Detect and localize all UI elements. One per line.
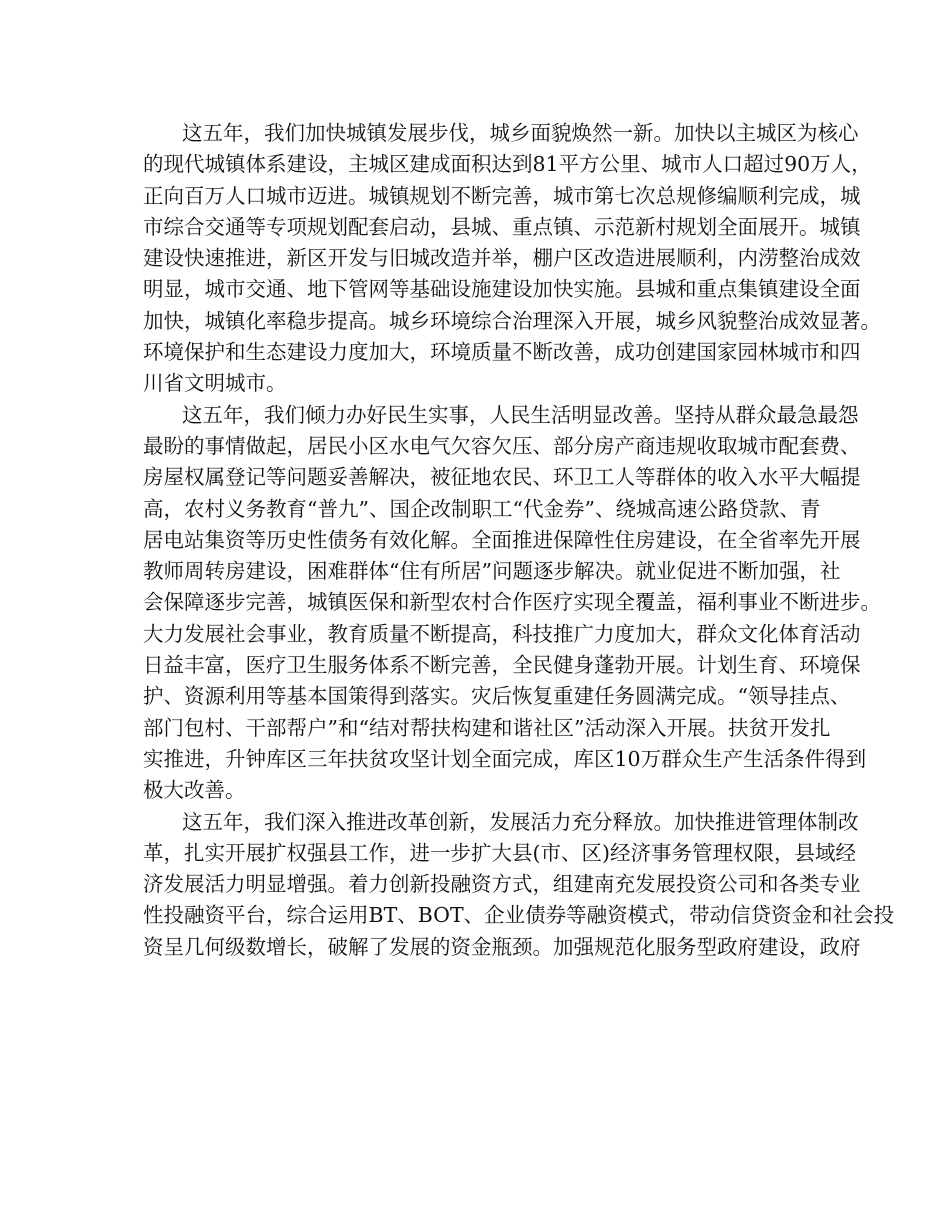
paragraph-line: 这五年，我们倾力办好民生实事，人民生活明显改善。坚持从群众最急最怨: [182, 402, 859, 427]
paragraph-line: 教师周转房建设，困难群体“住有所居”问题逐步解决。就业促进不断加强，社: [143, 559, 841, 584]
paragraph-line: 明显，城市交通、地下管网等基础设施建设加快实施。县城和重点集镇建设全面: [143, 277, 861, 302]
paragraph-line: 部门包村、干部帮户”和“结对帮扶构建和谐社区”活动深入开展。扶贫开发扎: [143, 715, 831, 740]
paragraph-urban-development: [143, 118, 881, 400]
paragraph-line: 济发展活力明显增强。着力创新投融资方式，组建南充发展投资公司和各类专业: [143, 872, 861, 897]
paragraph-line: 实推进，升钟库区三年扶贫攻坚计划全面完成，库区10万群众生产生活条件得到: [143, 746, 867, 771]
paragraph-line: 会保障逐步完善，城镇医保和新型农村合作医疗实现全覆盖，福利事业不断进步。: [143, 590, 881, 615]
paragraph-line: 川省文明城市。: [143, 371, 287, 396]
paragraph-line: 护、资源利用等基本国策得到落实。灾后恢复重建任务圆满完成。“领导挂点、: [143, 684, 851, 709]
paragraph-line: 高，农村义务教育“普九”、国企改制职工“代金券”、绕城高速公路贷款、青: [143, 496, 821, 521]
paragraph-line: 建设快速推进，新区开发与旧城改造并举，棚户区改造进展顺利，内涝整治成效: [143, 246, 861, 271]
document-body: [143, 118, 895, 963]
paragraph-line: 大力发展社会事业，教育质量不断提高，科技推广力度加大，群众文化体育活动: [143, 621, 861, 646]
paragraph-line: 这五年，我们深入推进改革创新，发展活力充分释放。加快推进管理体制改: [182, 809, 859, 834]
paragraph-line: 极大改善。: [143, 778, 246, 803]
paragraph-reform: [143, 807, 895, 963]
paragraph-line: 日益丰富，医疗卫生服务体系不断完善，全民健身蓬勃开展。计划生育、环境保: [143, 653, 861, 678]
paragraph-line: 这五年，我们加快城镇发展步伐，城乡面貌焕然一新。加快以主城区为核心: [182, 121, 859, 145]
paragraph-line: 市综合交通等专项规划配套启动，县城、重点镇、示范新村规划全面展开。城镇: [143, 214, 861, 239]
paragraph-line: 的现代城镇体系建设，主城区建成面积达到81平方公里、城市人口超过90万人，: [143, 152, 872, 177]
paragraph-line: 革，扎实开展扩权强县工作，进一步扩大县(市、区)经济事务管理权限，县域经: [143, 840, 856, 865]
paragraph-line: 最盼的事情做起，居民小区水电气欠容欠压、部分房产商违规收取城市配套费、: [143, 433, 861, 458]
paragraph-line: 居电站集资等历史性债务有效化解。全面推进保障性住房建设，在全省率先开展: [143, 527, 861, 552]
paragraph-line: 加快，城镇化率稳步提高。城乡环境综合治理深入开展，城乡风貌整治成效显著。: [143, 308, 881, 333]
paragraph-line: 资呈几何级数增长，破解了发展的资金瓶颈。加强规范化服务型政府建设，政府: [143, 934, 861, 959]
paragraph-line: 性投融资平台，综合运用BT、BOT、企业债券等融资模式，带动信贷资金和社会投: [143, 903, 895, 928]
paragraph-line: 正向百万人口城市迈进。城镇规划不断完善，城市第七次总规修编顺利完成，城: [143, 183, 861, 208]
paragraph-line: 房屋权属登记等问题妥善解决，被征地农民、环卫工人等群体的收入水平大幅提: [143, 465, 861, 490]
paragraph-line: 环境保护和生态建设力度加大，环境质量不断改善，成功创建国家园林城市和四: [143, 340, 861, 365]
paragraph-livelihood: [143, 400, 881, 807]
